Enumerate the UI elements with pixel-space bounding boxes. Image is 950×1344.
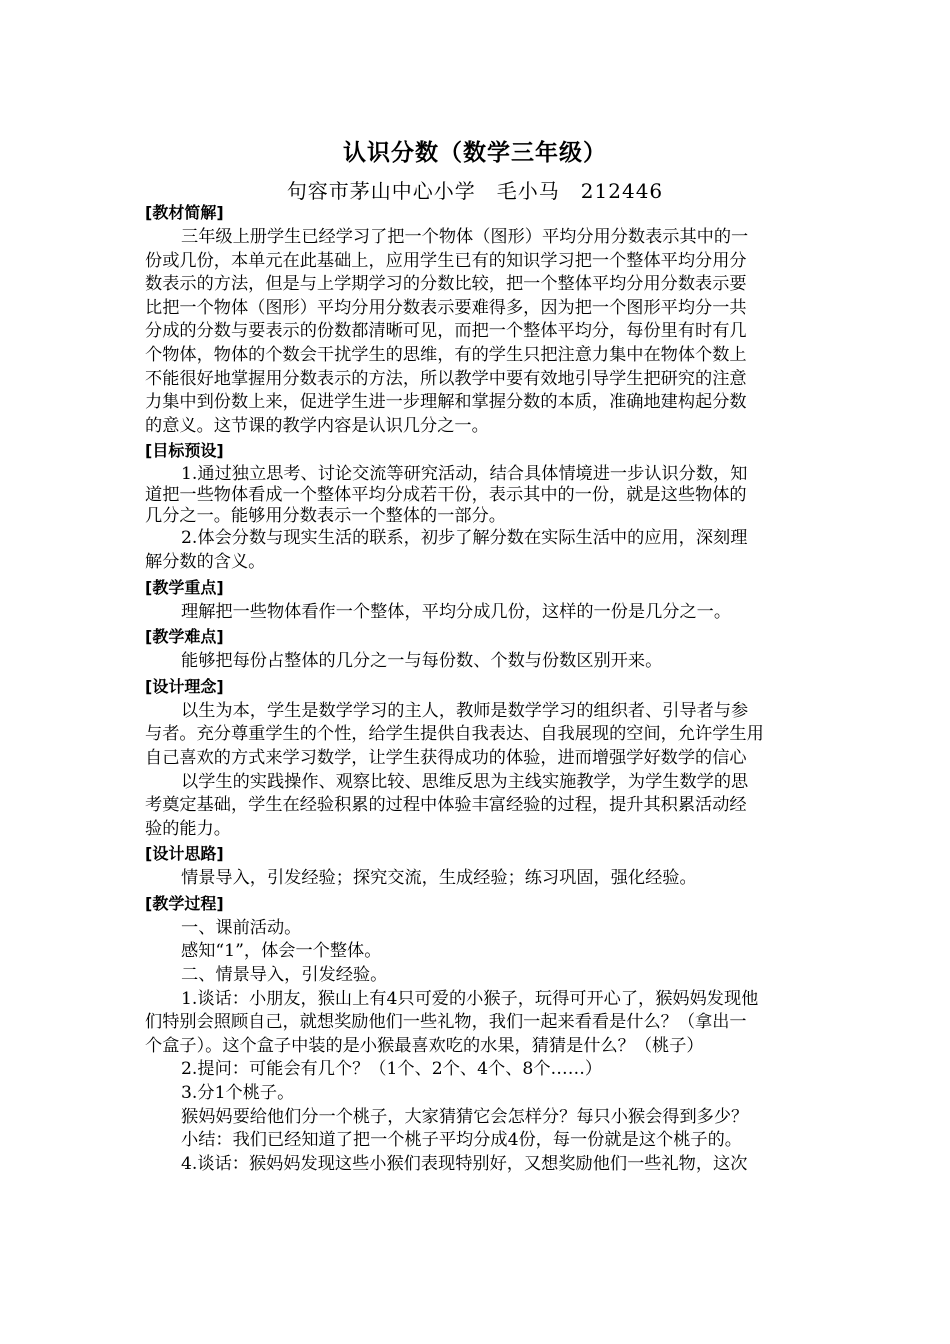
text-line: 猴妈妈要给他们分一个桃子，大家猜猜它会怎样分？每只小猴会得到多少？ [181, 1106, 749, 1127]
text-line: 力集中到份数上来，促进学生进一步理解和掌握分数的本质，准确地建构起分数 [145, 392, 747, 413]
section-heading: [教材简解] [145, 203, 224, 222]
text-line: 道把一些物体看成一个整体平均分成若干份，表示其中的一份，就是这些物体的 [145, 485, 747, 506]
paragraph [145, 601, 813, 625]
text-line: 以生为本，学生是数学学习的主人，教师是数学学习的组织者、引导者与参 [181, 700, 749, 721]
section-heading: [教学过程] [145, 893, 224, 913]
section-heading: [教学难点] [145, 627, 224, 647]
text-line: 验的能力。 [145, 818, 231, 839]
text-line: 几分之一。能够用分数表示一个整体的一部分。 [145, 506, 506, 527]
text-line: 分成的分数与要表示的份数都清晰可见，而把一个整体平均分，每份里有时有几 [145, 321, 747, 342]
text-line: 能够把每份占整体的几分之一与每份数、个数与份数区别开来。 [181, 651, 663, 672]
text-line: 的意义。这节课的教学内容是认识几分之一。 [145, 415, 489, 436]
section-heading: [设计理念] [145, 676, 224, 696]
text-line: 情景导入，引发经验；探究交流，生成经验；练习巩固，强化经验。 [181, 868, 697, 889]
text-line: 1.通过独立思考、讨论交流等研究活动，结合具体情境进一步认识分数，知 [181, 464, 748, 485]
text-line: 2.体会分数与现实生活的联系，初步了解分数在实际生活中的应用，深刻理 [181, 528, 748, 549]
text-line: 以学生的实践操作、观察比较、思维反思为主线实施教学，为学生数学的思 [181, 771, 749, 792]
text-line: 们特别会照顾自己，就想奖励他们一些礼物，我们一起来看看是什么？（拿出一 [145, 1012, 747, 1033]
paragraph [145, 917, 813, 1177]
paragraph [145, 700, 813, 842]
paragraph [145, 650, 813, 674]
text-line: 1.谈话：小朋友，猴山上有4只可爱的小猴子，玩得可开心了，猴妈妈发现他 [181, 988, 759, 1009]
text-line: 感知“1”，体会一个整体。 [181, 941, 382, 962]
text-line: 三年级上册学生已经学习了把一个物体（图形）平均分用分数表示其中的一 [181, 227, 749, 247]
text-line: 解分数的含义。 [145, 551, 266, 572]
text-line: 小结：我们已经知道了把一个桃子平均分成4份，每一份就是这个桃子的。 [181, 1130, 742, 1151]
text-line: 自己喜欢的方式来学习数学，让学生获得成功的体验，进而增强学好数学的信心 [145, 747, 747, 768]
text-line: 个盒子）。这个盒子中装的是小猴最喜欢吃的水果，猜猜是什么？（桃子） [145, 1035, 704, 1056]
text-line: 与者。充分尊重学生的个性，给学生提供自我表达、自我展现的空间，允许学生用 [145, 724, 764, 745]
text-line: 数表示的方法，但是与上学期学习的分数比较，把一个整体平均分用分数表示要 [145, 274, 747, 295]
text-line: 考奠定基础，学生在经验积累的过程中体验丰富经验的过程，提升其积累活动经 [145, 795, 747, 816]
paragraph [145, 226, 813, 438]
text-line: 2.提问：可能会有几个？（1个、2个、4个、8个……） [181, 1059, 603, 1080]
text-line: 份或几份，本单元在此基础上，应用学生已有的知识学习把一个整体平均分用分 [145, 250, 747, 271]
section-heading: [教学重点] [145, 577, 224, 597]
paragraph [145, 464, 813, 574]
text-line: 3.分1个桃子。 [181, 1083, 295, 1104]
text-line: 不能很好地掌握用分数表示的方法，所以教学中要有效地引导学生把研究的注意 [145, 368, 747, 389]
text-line: 理解把一些物体看作一个整体，平均分成几份，这样的一份是几分之一。 [181, 601, 732, 622]
author-line: 句容市茅山中心小学 毛小马 212446 [286, 179, 664, 203]
text-line: 二、情景导入，引发经验。 [181, 965, 388, 986]
paragraph [145, 867, 813, 891]
text-line: 一、课前活动。 [181, 917, 302, 938]
section-heading: [设计思路] [145, 844, 224, 864]
page-title: 认识分数（数学三年级） [343, 140, 607, 166]
text-line: 个物体，物体的个数会干扰学生的思维，有的学生只把注意力集中在物体个数上 [145, 344, 747, 365]
section-heading: [目标预设] [145, 441, 224, 461]
text-line: 比把一个物体（图形）平均分用分数表示要难得多，因为把一个图形平均分一共 [145, 297, 747, 318]
document-body [145, 200, 813, 1176]
text-line: 4.谈话：猴妈妈发现这些小猴们表现特别好，又想奖励他们一些礼物，这次 [181, 1153, 748, 1174]
